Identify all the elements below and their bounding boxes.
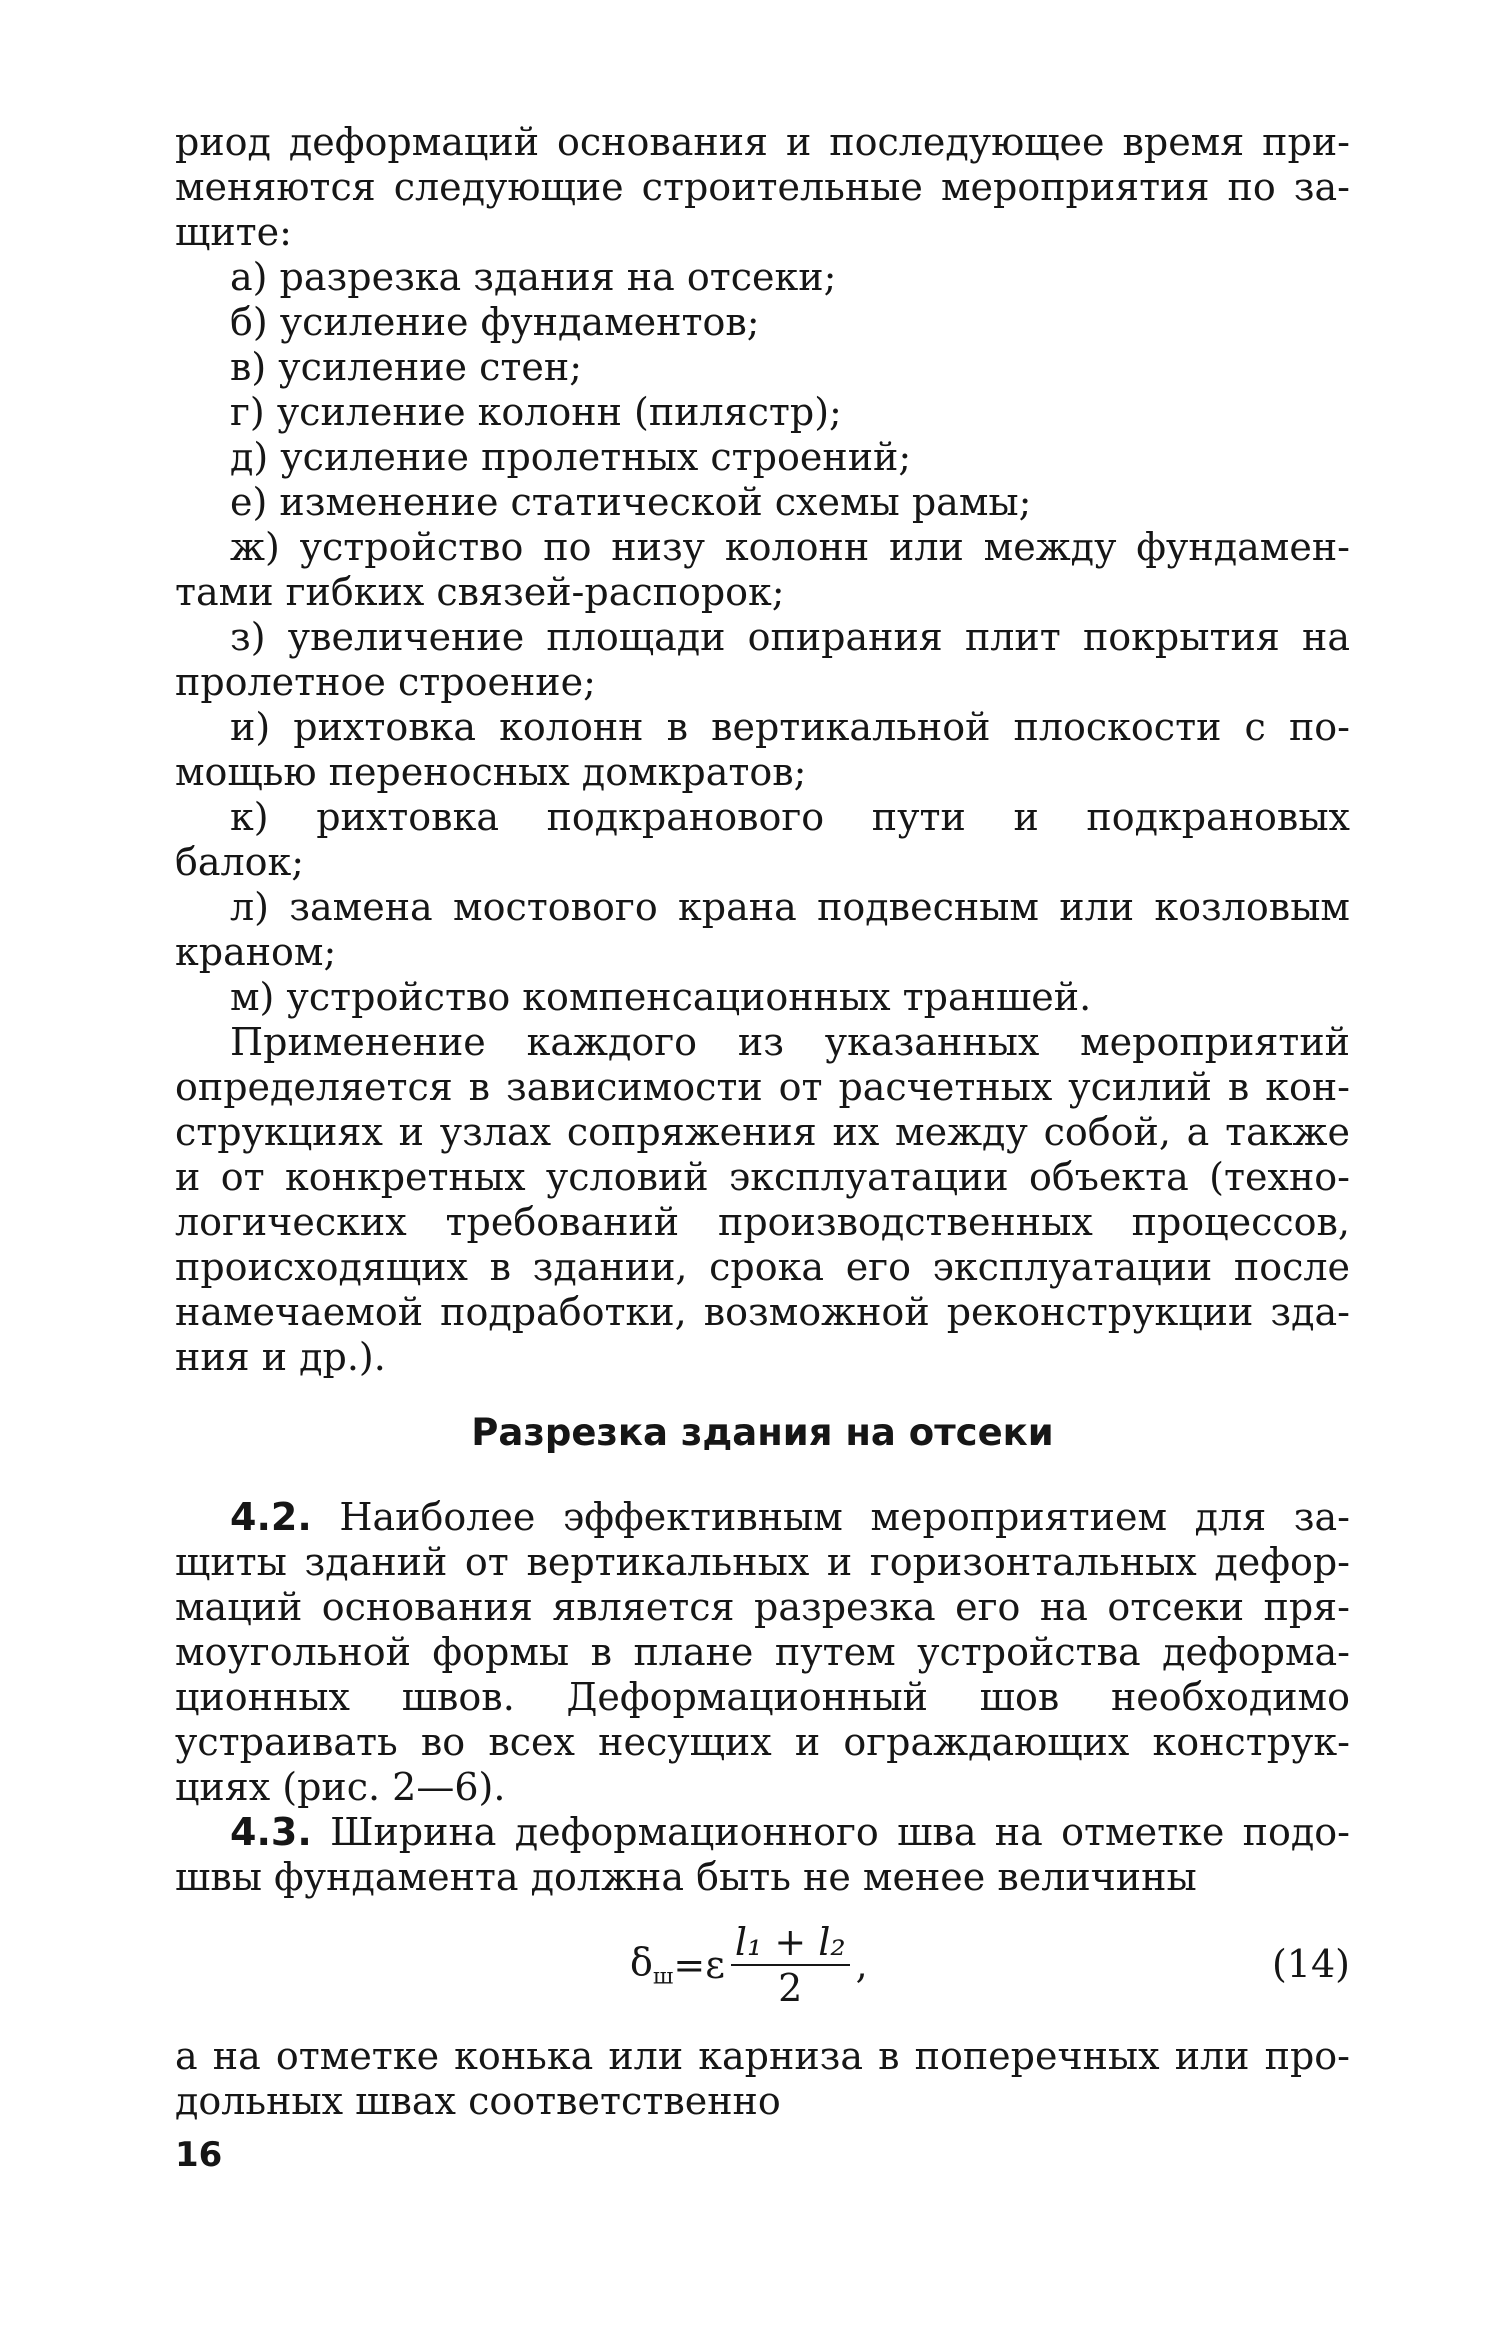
- formula-row: [175, 1912, 1350, 2012]
- list-item: г) усиление колонн (пилястр);: [230, 390, 842, 434]
- text-line: дольных швах соответственно: [175, 2079, 781, 2123]
- page-number: 16: [175, 2135, 223, 2175]
- page-body: [175, 120, 1350, 2124]
- intro-paragraph: [175, 120, 1350, 255]
- list-item-line: л) замена мостового крана подвесным или козловым: [230, 885, 1350, 929]
- text-line: швы фундамента должна быть не менее величины: [175, 1855, 1197, 1899]
- text-line: происходящих в здании, срока его эксплуатации после: [175, 1245, 1350, 1289]
- list-item: [175, 615, 1350, 705]
- closing-paragraph: [175, 2034, 1350, 2124]
- formula-fraction: [731, 1922, 850, 2008]
- text-line: [175, 1810, 1350, 1855]
- list-item-line: тами гибких связей-распорок;: [175, 570, 785, 614]
- section-first-line: Ширина деформационного шва на отметке подо-: [330, 1810, 1350, 1854]
- section-heading: Разрезка здания на отсеки: [471, 1411, 1054, 1454]
- text-line: намечаемой подработки, возможной реконструкции зда-: [175, 1290, 1350, 1334]
- text-line: меняются следующие строительные мероприятия по за-: [175, 165, 1350, 209]
- list-item: а) разрезка здания на отсеки;: [230, 255, 837, 299]
- list-item-line: к) рихтовка подкранового пути и подкрановых: [230, 795, 1350, 839]
- list-item-line: мощью переносных домкратов;: [175, 750, 807, 794]
- text-line: моугольной формы в плане путем устройства деформа-: [175, 1630, 1350, 1674]
- section-4-3: [175, 1810, 1350, 1900]
- text-line: ния и др.).: [175, 1335, 386, 1379]
- equation-number: (14): [1271, 1942, 1350, 1986]
- text-line: ционных швов. Деформационный шов необходимо: [175, 1675, 1350, 1719]
- list-item: е) изменение статической схемы рамы;: [230, 480, 1032, 524]
- list-item-line: ж) устройство по низу колонн или между фундамен-: [230, 525, 1350, 569]
- list-item: [175, 705, 1350, 795]
- section-number: 4.2.: [230, 1495, 312, 1539]
- list-item: [175, 795, 1350, 885]
- text-line: устраивать во всех несущих и ограждающих конструк-: [175, 1720, 1350, 1764]
- text-line: риод деформаций основания и последующее время при-: [175, 120, 1350, 164]
- text-line: циях (рис. 2—6).: [175, 1765, 506, 1809]
- joint-width-formula: [630, 1922, 868, 2008]
- text-line: и от конкретных условий эксплуатации объекта (техно-: [175, 1155, 1350, 1199]
- list-item: в) усиление стен;: [230, 345, 583, 389]
- formula-denominator: 2: [778, 1966, 803, 2010]
- text-line: [175, 1495, 1350, 1540]
- list-item: д) усиление пролетных строений;: [230, 435, 912, 479]
- measures-list: [175, 255, 1350, 1020]
- text-line: маций основания является разрезка его на отсеки пря-: [175, 1585, 1350, 1629]
- list-item: [175, 525, 1350, 615]
- list-item-line: з) увеличение площади опирания плит покрытия на: [230, 615, 1350, 659]
- text-line: а на отметке конька или карниза в поперечных или про-: [175, 2034, 1350, 2078]
- list-item: м) устройство компенсационных траншей.: [230, 975, 1092, 1019]
- list-item-line: балок;: [175, 840, 305, 884]
- section-first-line: Наиболее эффективным мероприятием для за-: [339, 1495, 1350, 1539]
- section-4-2: [175, 1495, 1350, 1810]
- formula-lhs: $\delta_ш$: [630, 1940, 674, 1990]
- list-item: [175, 885, 1350, 975]
- application-paragraph: [175, 1020, 1350, 1380]
- list-item: б) усиление фундаментов;: [230, 300, 760, 344]
- text-line: определяется в зависимости от расчетных усилий в кон-: [175, 1065, 1350, 1109]
- text-line: щите:: [175, 210, 292, 254]
- formula-eq: =: [673, 1943, 706, 1987]
- text-line: логических требований производственных процессов,: [175, 1200, 1350, 1244]
- formula-trailing: ,: [855, 1943, 868, 1987]
- formula-numerator: l₁ + l₂: [731, 1922, 850, 1966]
- list-item-line: и) рихтовка колонн в вертикальной плоскости с по-: [230, 705, 1350, 749]
- formula-coef: ε: [705, 1943, 725, 1987]
- text-line: щиты зданий от вертикальных и горизонтальных дефор-: [175, 1540, 1350, 1584]
- list-item-line: краном;: [175, 930, 337, 974]
- list-item-line: пролетное строение;: [175, 660, 596, 704]
- text-line: струкциях и узлах сопряжения их между собой, а также: [175, 1110, 1350, 1154]
- text-line: Применение каждого из указанных мероприятий: [230, 1020, 1350, 1064]
- section-number: 4.3.: [230, 1810, 312, 1854]
